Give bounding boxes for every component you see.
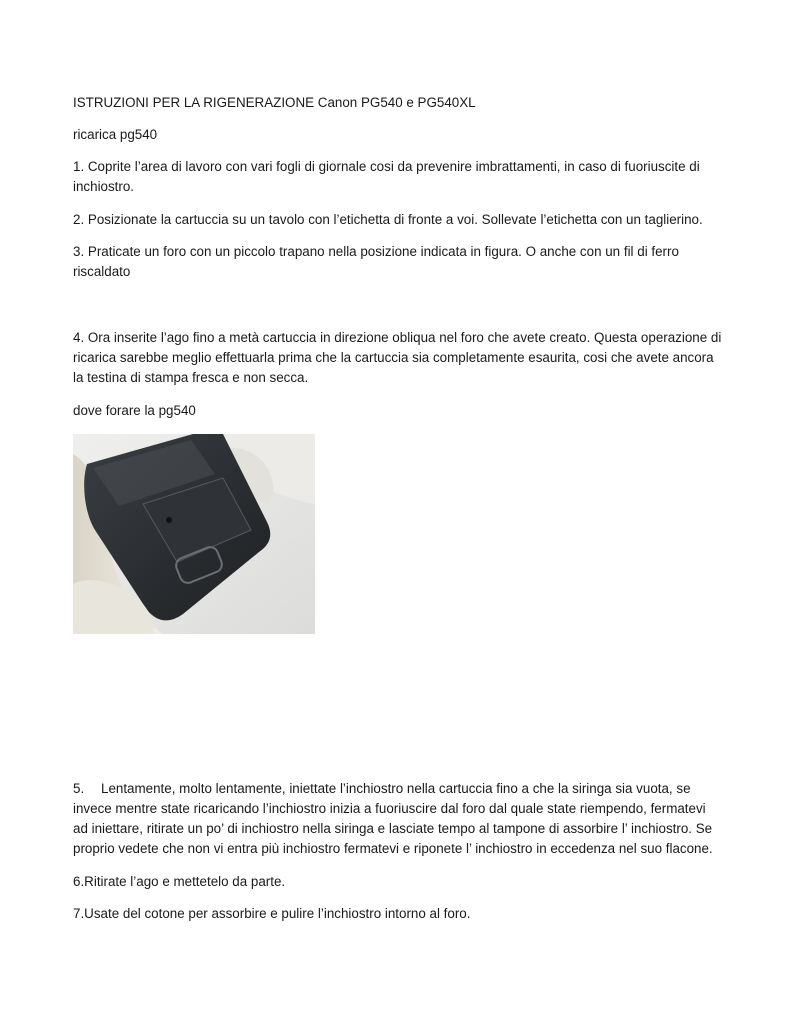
step-6: 6.Ritirate l’ago e mettetelo da parte. xyxy=(73,874,286,889)
step-5-number: 5. xyxy=(73,781,85,796)
step-5-text: Lentamente, molto lentamente, iniettate l’inchiostro nella cartuccia fino a che la siringa sia vuota, se invece mentre state ricaricando l’inchiostro inizia a fuoriuscire dal foro dal quale state riempendo, fermatevi ad iniettare, ritirate un po’ di inchiostro nella siringa e lasciate tempo al tampone di assorbire l’ inchiostro. Se proprio vedete che non vi entra più inchiostro fermatevi e riponete l’ inchiostro in eccedenza nel suo flacone. xyxy=(73,781,713,856)
document-title: ISTRUZIONI PER LA RIGENERAZIONE Canon PG540 e PG540XL xyxy=(73,95,476,110)
step-2: 2. Posizionate la cartuccia su un tavolo con l’etichetta di fronte a voi. Sollevate l’etichetta con un taglierino. xyxy=(73,212,703,227)
step-1: 1. Coprite l’area di lavoro con vari fogli di giornale cosi da prevenire imbrattamenti, in caso di fuoriuscite di inchiostro. xyxy=(73,159,700,194)
step-3: 3. Praticate un foro con un piccolo trapano nella posizione indicata in figura. O anche con un fil di ferro riscaldato xyxy=(73,244,679,279)
cartridge-photo xyxy=(73,434,315,634)
document-subtitle: ricarica pg540 xyxy=(73,127,158,142)
step-5 xyxy=(73,779,723,859)
cartridge-illustration xyxy=(73,434,315,634)
step-4: 4. Ora inserite l’ago fino a metà cartuccia in direzione obliqua nel foro che avete creato. Questa operazione di ricarica sarebbe meglio effettuarla prima che la cartuccia sia completamente esaurita, cosi che avete ancora la testina di stampa fresca e non secca. xyxy=(73,330,722,385)
image-caption: dove forare la pg540 xyxy=(73,403,196,418)
step-7: 7.Usate del cotone per assorbire e pulire l’inchiostro intorno al foro. xyxy=(73,906,471,921)
